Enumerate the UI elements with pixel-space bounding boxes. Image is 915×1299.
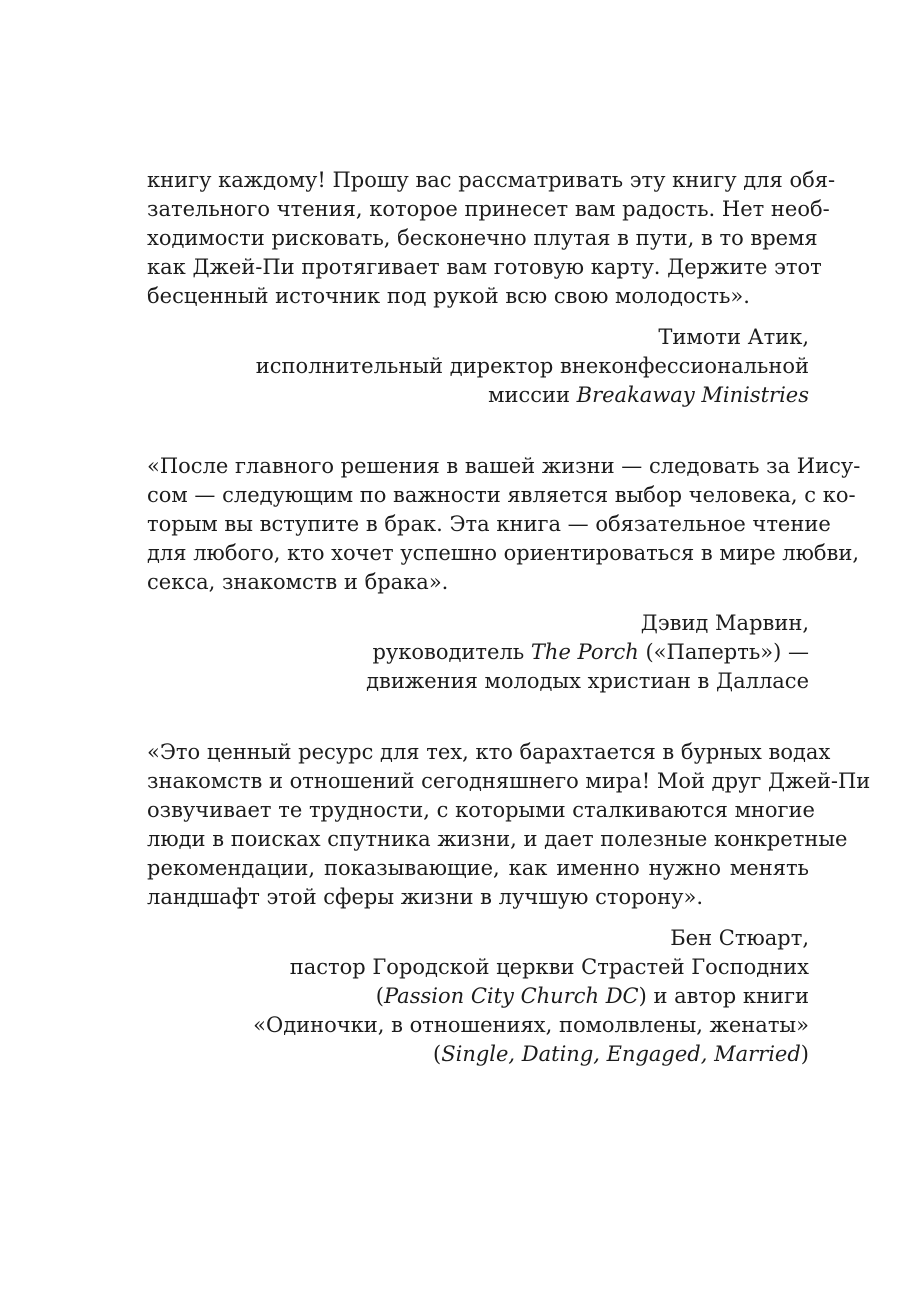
author-name: Дэвид Марвин, [640, 611, 809, 635]
book-title-original: (Single, Dating, Engaged, Married) [433, 1042, 809, 1066]
author-role: движения молодых христиан в Далласе [366, 669, 809, 693]
quote-line: ходимости рисковать, бесконечно плутая в пути, в то время [147, 226, 818, 250]
quote-line: зательного чтения, которое принесет вам радость. Нет необ- [147, 197, 830, 221]
testimonial-2-attribution [147, 609, 809, 696]
author-role: руководитель The Porch («Паперть») — [372, 640, 809, 664]
testimonial-1-attribution [147, 323, 809, 410]
organization-name: Breakaway Ministries [576, 383, 809, 407]
author-role: миссии Breakaway Ministries [488, 383, 809, 407]
author-role: пастор Городской церкви Страстей Господних [289, 955, 809, 979]
quote-line: секса, знакомств и брака». [147, 570, 449, 594]
testimonial-2 [147, 452, 861, 696]
organization-name: Passion City Church DC [384, 984, 639, 1008]
quote-line: рекомендации, показывающие, как именно нужно менять [147, 856, 809, 880]
quote-line: торым вы вступите в брак. Эта книга — обязательное чтение [147, 512, 831, 536]
testimonial-3-quote [147, 738, 871, 912]
testimonial-3 [147, 738, 871, 1069]
testimonial-2-quote [147, 452, 861, 597]
author-name: Бен Стюарт, [670, 926, 809, 950]
quote-line: «После главного решения в вашей жизни — следовать за Иису- [147, 454, 861, 478]
organization-name: The Porch [530, 640, 639, 664]
quote-line: «Это ценный ресурс для тех, кто барахтается в бурных водах [147, 740, 831, 764]
author-name: Тимоти Атик, [658, 325, 809, 349]
book-page [147, 166, 871, 1069]
testimonial-1-quote [147, 166, 836, 311]
quote-line: книгу каждому! Прошу вас рассматривать эту книгу для обя- [147, 168, 836, 192]
quote-line: люди в поисках спутника жизни, и дает полезные конкретные [147, 827, 848, 851]
author-role: (Passion City Church DC) и автор книги [375, 984, 809, 1008]
quote-line: знакомств и отношений сегодняшнего мира! Мой друг Джей-Пи [147, 769, 871, 793]
quote-line: сом — следующим по важности является выбор человека, с ко- [147, 483, 856, 507]
quote-line: озвучивает те трудности, с которыми сталкиваются многие [147, 798, 815, 822]
testimonial-3-attribution [147, 924, 809, 1069]
quote-line: бесценный источник под рукой всю свою молодость». [147, 284, 750, 308]
quote-line: как Джей-Пи протягивает вам готовую карту. Держите этот [147, 255, 822, 279]
book-title: «Одиночки, в отношениях, помолвлены, женаты» [253, 1013, 809, 1037]
author-role: исполнительный директор внеконфессиональной [255, 354, 809, 378]
quote-line: ландшафт этой сферы жизни в лучшую сторону». [147, 885, 704, 909]
quote-line: для любого, кто хочет успешно ориентироваться в мире любви, [147, 541, 860, 565]
testimonial-1 [147, 166, 836, 410]
